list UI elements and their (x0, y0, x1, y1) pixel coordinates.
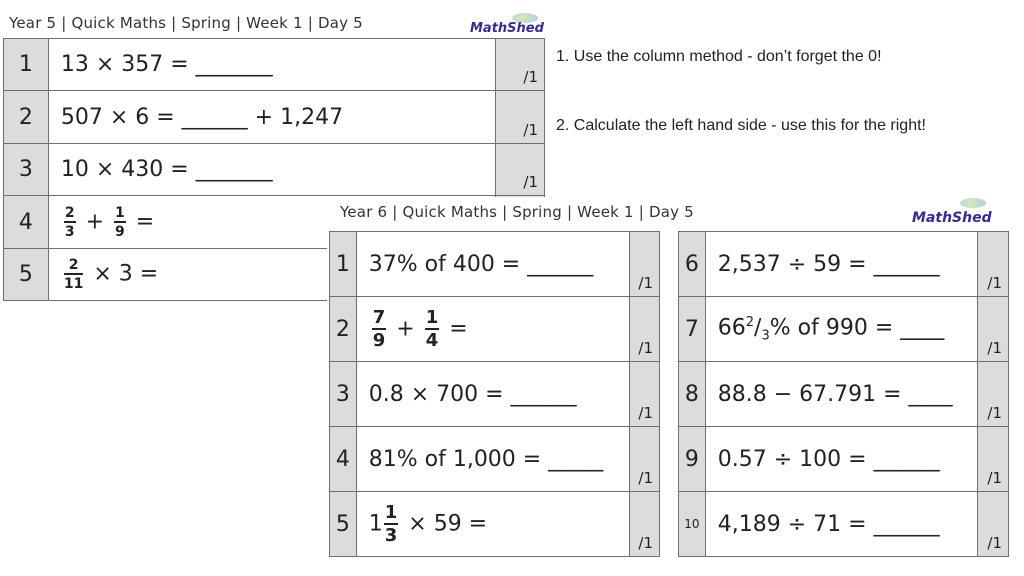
fraction (64, 206, 76, 239)
question-tail: % of 990 = ____ (769, 314, 945, 340)
y6-title: Year 6 | Quick Maths | Spring | Week 1 | Day 5 (340, 203, 694, 221)
question-text: 88.8 − 67.791 = ____ (705, 362, 977, 427)
y6-logo: MathShed (912, 210, 992, 226)
numerator: 7 (372, 306, 386, 328)
mark-box: /1 (496, 144, 545, 196)
table-row (679, 427, 1009, 492)
question-number: 9 (679, 427, 706, 492)
numerator: 1 (425, 306, 439, 328)
table-row (4, 91, 545, 144)
y5-logo: MathShed (470, 21, 544, 36)
question-tail: × 3 = (93, 261, 159, 287)
table-row (679, 492, 1009, 557)
table-row (330, 297, 660, 362)
table-row (330, 232, 660, 297)
question-text (356, 492, 629, 557)
question-text: 81% of 1,000 = _____ (356, 427, 629, 492)
operator: + (396, 316, 415, 341)
numerator: 1 (384, 501, 398, 523)
denominator: 11 (63, 276, 84, 292)
mark-box: /1 (978, 362, 1009, 427)
note-2: 2. Calculate the left hand side - use this for the right! (556, 117, 926, 134)
table-row (330, 362, 660, 427)
denominator: 3 (384, 524, 398, 546)
denominator: 9 (115, 223, 125, 240)
question-text: 37% of 400 = ______ (356, 232, 629, 297)
fraction (425, 306, 440, 351)
mark-box: /1 (496, 39, 545, 91)
question-text: 0.8 × 700 = ______ (356, 362, 629, 427)
whole-number: 66 (717, 314, 746, 340)
question-number: 4 (4, 196, 49, 249)
mark-box: /1 (978, 492, 1009, 557)
question-tail: = (135, 209, 155, 234)
subscript-denominator: 3 (761, 328, 770, 344)
question-number: 3 (330, 362, 357, 427)
question-tail: = (449, 316, 468, 341)
mark-box: /1 (630, 232, 660, 297)
question-text: 507 × 6 = ______ + 1,247 (48, 91, 495, 144)
note-1: 1. Use the column method - don’t forget the 0! (556, 48, 882, 65)
question-text: 2,537 ÷ 59 = ______ (705, 232, 977, 297)
mark-box: /1 (978, 427, 1009, 492)
question-number: 6 (679, 232, 706, 297)
mark-box: /1 (978, 297, 1009, 362)
question-text: 0.57 ÷ 100 = ______ (705, 427, 977, 492)
question-number: 1 (4, 39, 49, 91)
question-number: 2 (330, 297, 357, 362)
numerator: 1 (115, 204, 125, 221)
table-row (330, 492, 660, 557)
question-text (356, 297, 629, 362)
fraction (384, 501, 399, 546)
question-tail: × 59 = (408, 511, 488, 536)
numerator: 2 (64, 204, 75, 221)
question-number: 1 (330, 232, 357, 297)
table-row (679, 232, 1009, 297)
mark-box: /1 (630, 492, 660, 557)
question-number: 8 (679, 362, 706, 427)
whole-number: 1 (368, 511, 383, 536)
mark-box: /1 (496, 91, 545, 144)
table-row (4, 39, 545, 91)
question-number: 2 (4, 91, 49, 144)
question-number: 5 (330, 492, 357, 557)
question-text: 4,189 ÷ 71 = ______ (705, 492, 977, 557)
question-number: 5 (4, 249, 49, 301)
superscript-numerator: 2 (745, 314, 755, 330)
mark-box: /1 (630, 297, 660, 362)
question-number: 3 (4, 144, 49, 196)
table-row (330, 427, 660, 492)
question-text: 10 × 430 = _______ (48, 144, 495, 196)
logo-decoration-icon (960, 198, 986, 208)
question-number: 7 (679, 297, 706, 362)
mark-box: /1 (630, 427, 660, 492)
table-row (679, 362, 1009, 427)
mark-box: /1 (630, 362, 660, 427)
question-text: $66^2/_3\%$ of 990 = ____ (705, 297, 977, 362)
operator: + (85, 209, 105, 234)
table-row (4, 144, 545, 196)
numerator: 2 (64, 258, 83, 275)
y6-right-table (678, 231, 1009, 557)
question-number: 10 (679, 492, 706, 557)
fraction (114, 206, 126, 239)
question-text: 13 × 357 = _______ (48, 39, 495, 91)
denominator: 9 (372, 329, 386, 351)
y5-title: Year 5 | Quick Maths | Spring | Week 1 | Day 5 (9, 14, 363, 32)
fraction (372, 306, 387, 351)
question-number: 4 (330, 427, 357, 492)
denominator: 4 (425, 329, 439, 351)
mark-box: /1 (978, 232, 1009, 297)
denominator: 3 (64, 223, 75, 240)
fraction (64, 258, 83, 291)
table-row (679, 297, 1009, 362)
y6-left-table (329, 231, 660, 557)
